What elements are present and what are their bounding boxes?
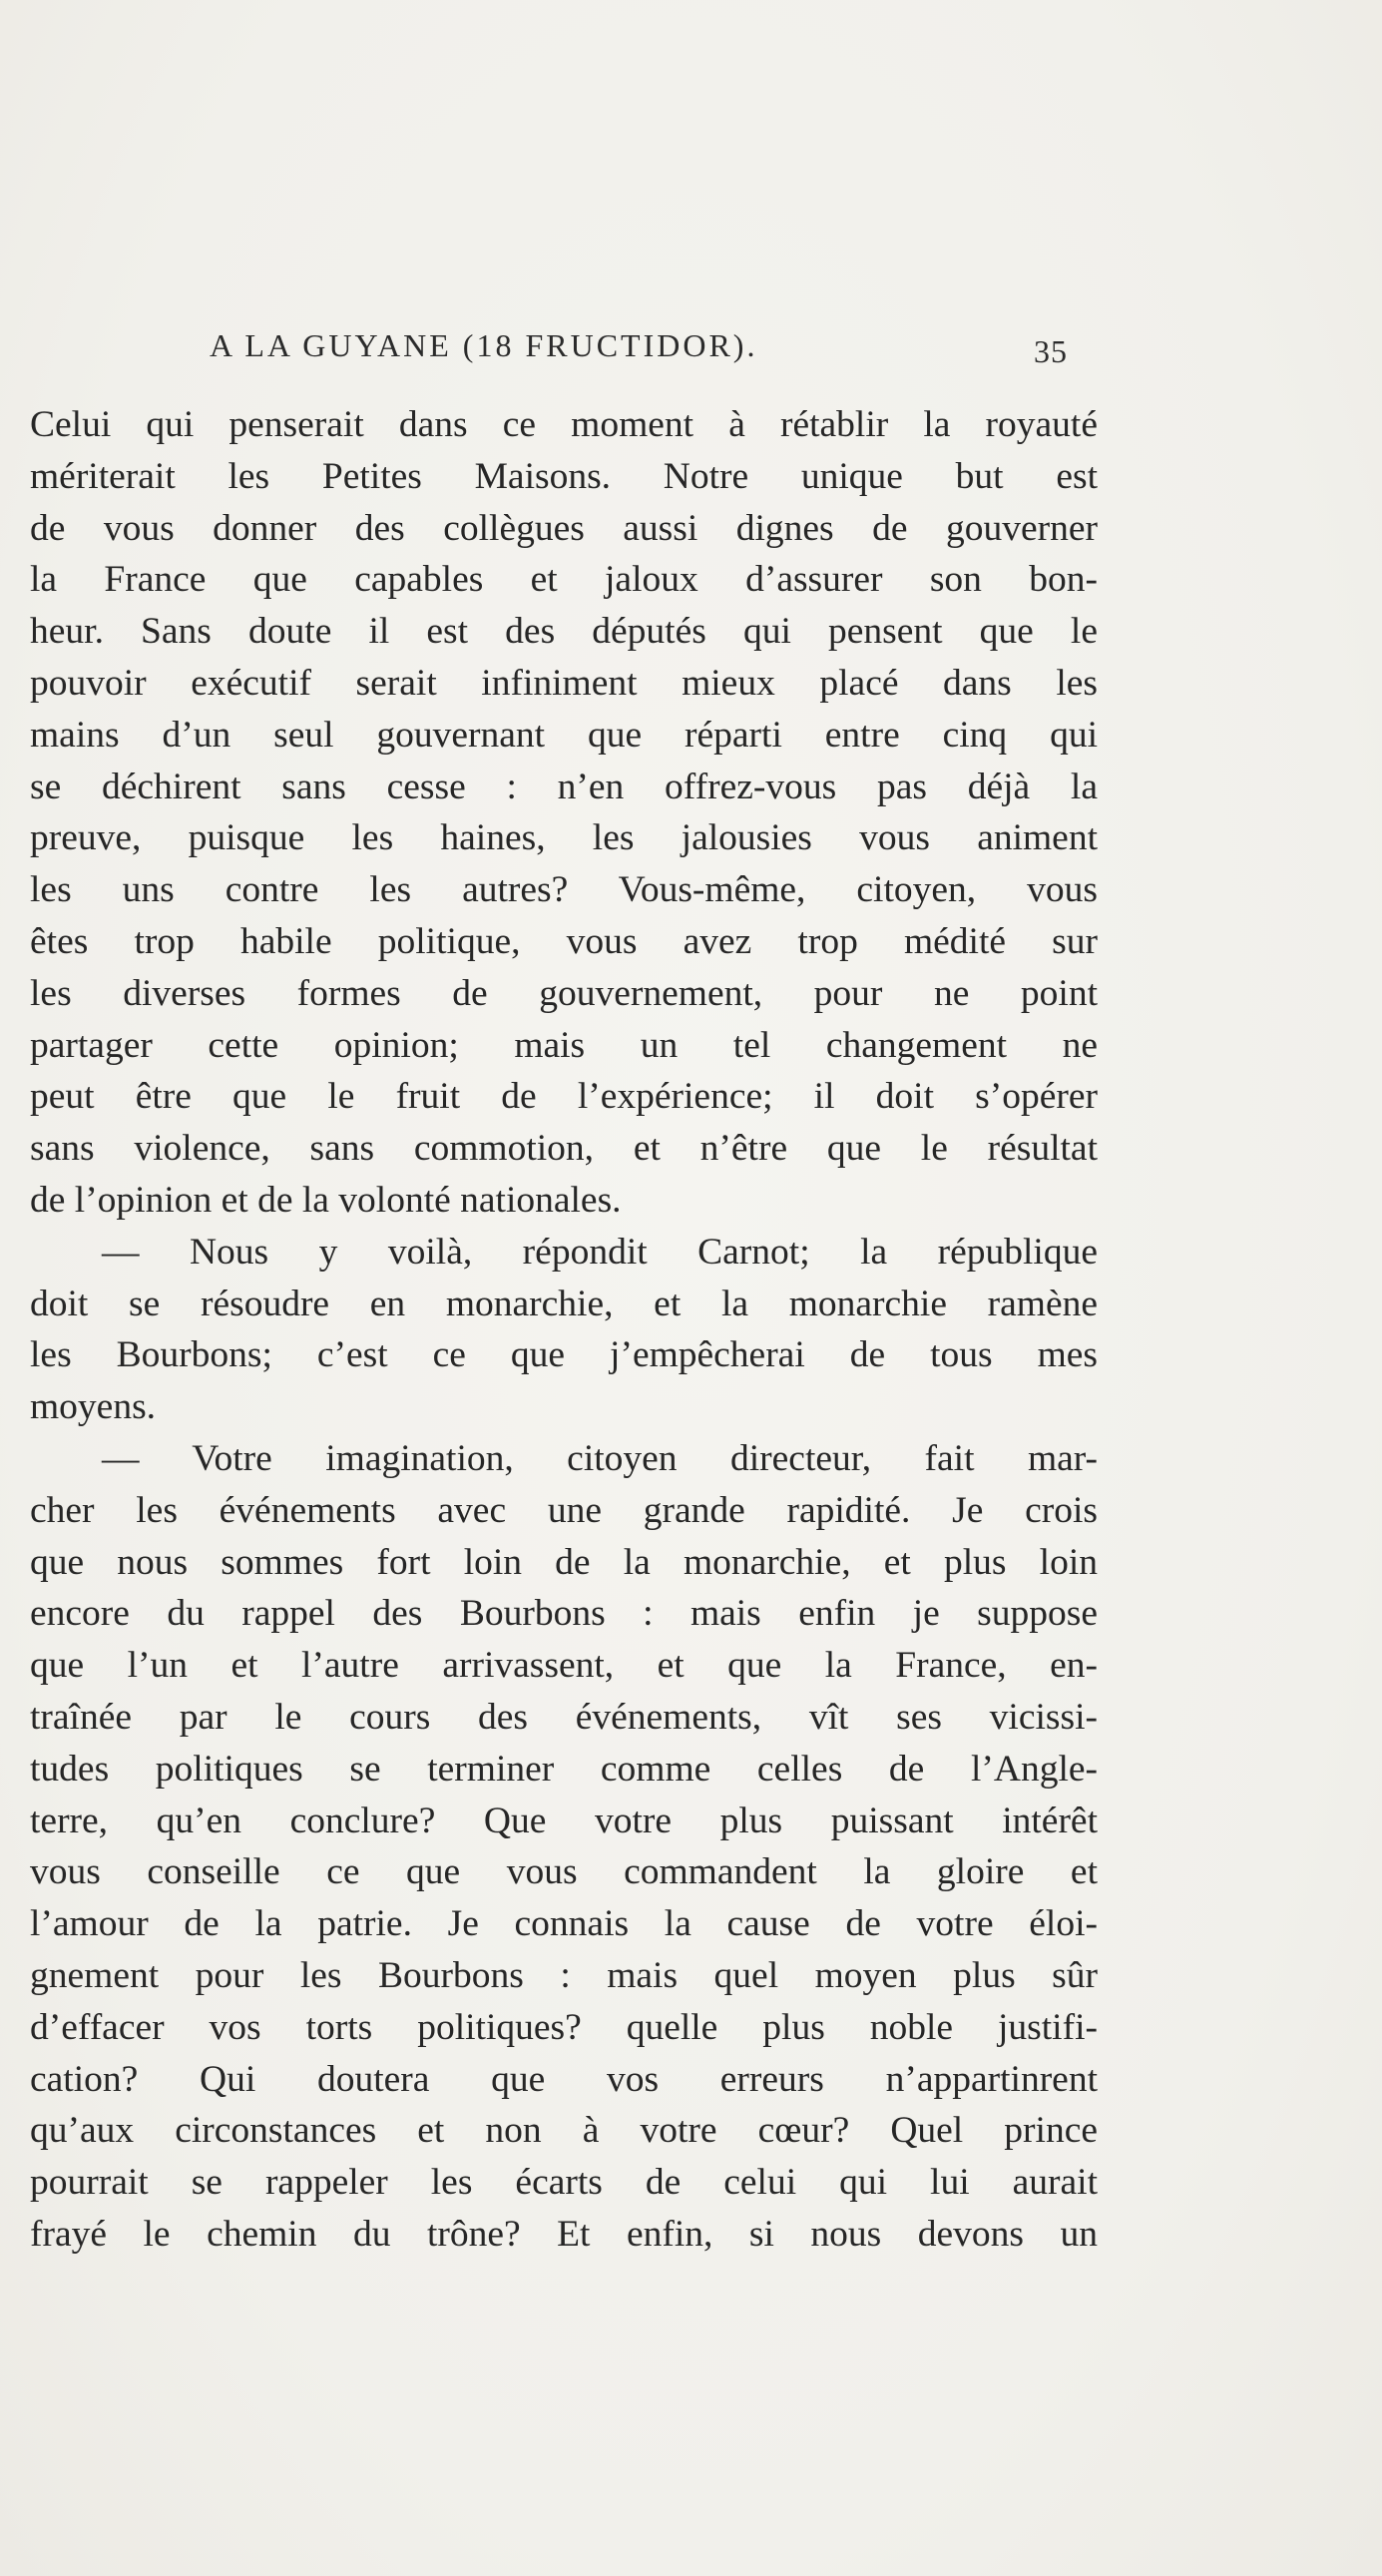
- body-text: [30, 399, 1098, 2261]
- text-line: partager cette opinion; mais un tel changement ne: [30, 1024, 1098, 1066]
- text-line: d’effacer vos torts politiques? quelle plus noble justifi-: [30, 2006, 1098, 2048]
- text-line: êtes trop habile politique, vous avez trop médité sur: [30, 920, 1098, 962]
- text-line: moyens.: [30, 1386, 157, 1428]
- text-line: gnement pour les Bourbons : mais quel moyen plus sûr: [30, 1954, 1098, 1996]
- text-line: peut être que le fruit de l’expérience; il doit s’opérer: [30, 1076, 1098, 1118]
- text-line: se déchirent sans cesse : n’en offrez-vous pas déjà la: [30, 766, 1098, 807]
- text-line: heur. Sans doute il est des députés qui pensent que le: [30, 611, 1098, 653]
- text-line: la France que capables et jaloux d’assurer son bon-: [30, 559, 1098, 601]
- page-header: [210, 327, 1068, 377]
- text-line: frayé le chemin du trône? Et enfin, si nous devons un: [30, 2213, 1098, 2255]
- text-line: preuve, puisque les haines, les jalousies vous animent: [30, 817, 1098, 859]
- text-line: pourrait se rappeler les écarts de celui qui lui aurait: [30, 2162, 1098, 2204]
- text-line: pouvoir exécutif serait infiniment mieux placé dans les: [30, 662, 1098, 704]
- text-line: les Bourbons; c’est ce que j’empêcherai de tous mes: [30, 1334, 1098, 1376]
- text-line: — Votre imagination, citoyen directeur, fait mar-: [102, 1437, 1098, 1479]
- text-line: les diverses formes de gouvernement, pour ne point: [30, 972, 1098, 1014]
- running-title: A LA GUYANE (18 FRUCTIDOR).: [210, 327, 758, 363]
- text-line: Celui qui penserait dans ce moment à rétablir la royauté: [30, 404, 1098, 445]
- text-line: tudes politiques se terminer comme celles de l’Angle-: [30, 1748, 1098, 1790]
- text-line: doit se résoudre en monarchie, et la monarchie ramène: [30, 1283, 1098, 1324]
- text-line: cation? Qui doutera que vos erreurs n’appartinrent: [30, 2058, 1098, 2100]
- text-line: que nous sommes fort loin de la monarchie, et plus loin: [30, 1541, 1098, 1583]
- text-line: mériterait les Petites Maisons. Notre unique but est: [30, 455, 1098, 497]
- text-line: encore du rappel des Bourbons : mais enfin je suppose: [30, 1593, 1098, 1635]
- text-line: qu’aux circonstances et non à votre cœur? Quel prince: [30, 2110, 1098, 2152]
- text-line: traînée par le cours des événements, vît ses vicissi-: [30, 1696, 1098, 1738]
- text-line: sans violence, sans commotion, et n’être que le résultat: [30, 1128, 1098, 1170]
- text-line: l’amour de la patrie. Je connais la cause de votre éloi-: [30, 1903, 1098, 1945]
- text-line: — Nous y voilà, répondit Carnot; la république: [102, 1231, 1098, 1273]
- page-number: 35: [1034, 333, 1068, 369]
- text-line: de l’opinion et de la volonté nationales.: [30, 1179, 622, 1221]
- text-line: que l’un et l’autre arrivassent, et que la France, en-: [30, 1645, 1098, 1687]
- text-line: de vous donner des collègues aussi dignes de gouverner: [30, 507, 1098, 549]
- text-line: terre, qu’en conclure? Que votre plus puissant intérêt: [30, 1800, 1098, 1841]
- text-line: mains d’un seul gouvernant que réparti entre cinq qui: [30, 714, 1098, 756]
- text-line: les uns contre les autres? Vous-même, citoyen, vous: [30, 869, 1098, 911]
- text-line: vous conseille ce que vous commandent la gloire et: [30, 1851, 1098, 1893]
- text-line: cher les événements avec une grande rapidité. Je crois: [30, 1489, 1098, 1531]
